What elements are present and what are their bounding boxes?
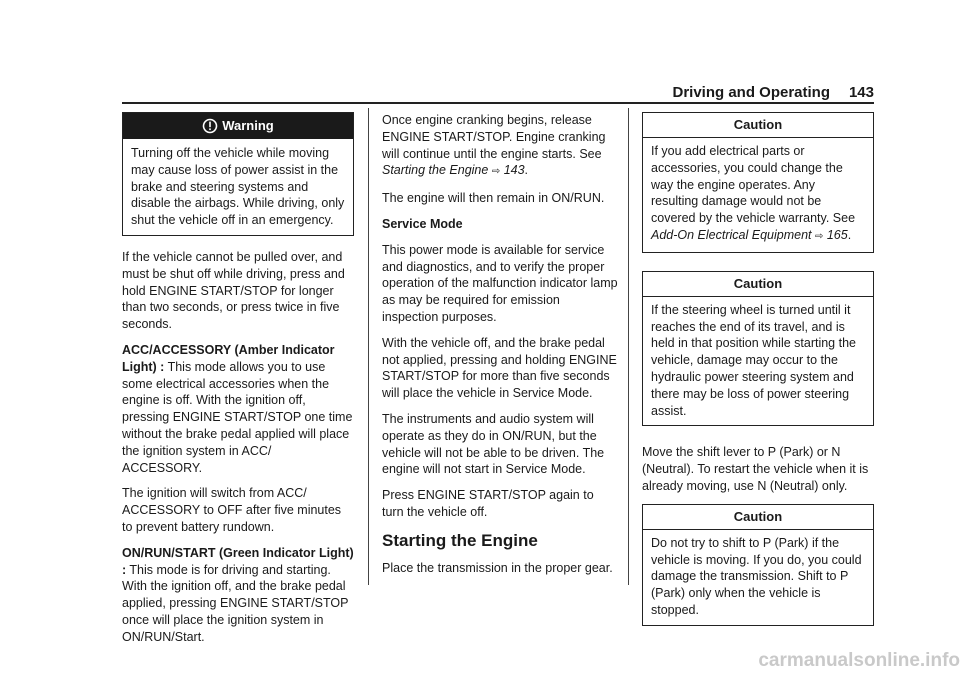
caution-body xyxy=(643,138,873,252)
caution-title: Caution xyxy=(643,113,873,138)
column-divider-right xyxy=(628,108,629,585)
caution-box-2 xyxy=(642,271,874,427)
section-heading: Starting the Engine xyxy=(382,530,538,550)
paragraph-transmission: Place the transmission in the proper gear. xyxy=(382,560,613,575)
page-number: 143 xyxy=(848,84,874,101)
warning-icon xyxy=(202,118,218,134)
starting-engine-link[interactable]: Starting the Engine xyxy=(382,163,489,178)
paragraph-switch: The ignition will switch from ACC/ ACCESSORY to OFF after five minutes to prevent battery rundown. xyxy=(122,486,342,534)
page-ref-arrow-icon: ⇨ xyxy=(491,166,501,178)
paragraph-service: This power mode is available for service and diagnostics, and to verify the proper operation of the malfunction indicator lamp as may be required for emission inspection purposes. xyxy=(382,242,618,324)
page-ref-number[interactable]: 143 xyxy=(503,163,525,178)
caution-end: . xyxy=(847,227,852,242)
caution-body: Do not try to shift to P (Park) if the vehicle is moving. If you do, you could damage the transmission. Shift to P (Park) only when the vehicle is stopped. xyxy=(651,535,862,617)
paragraph-remain: The engine will then remain in ON/RUN. xyxy=(382,191,605,206)
page-ref-number[interactable]: 165 xyxy=(826,227,848,242)
paragraph-instruments: The instruments and audio system will operate as they do in ON/RUN, but the vehicle will not be able to be driven. The engine will not start in Service Mode. xyxy=(382,411,605,477)
paragraph-acc xyxy=(122,342,354,476)
acc-text: This mode allows you to use some electrical accessories when the engine is off. With the ignition off, pressing ENGINE START/STOP one time without the brake pedal applied will place the ignition system in ACC/ ACCESSORY. xyxy=(122,359,353,475)
column-divider-left xyxy=(368,108,369,585)
paragraph-service-enter: With the vehicle off, and the brake pedal not applied, pressing and holding ENGINE START/STOP for more than five seconds will place the vehicle in Service Mode. xyxy=(382,335,617,401)
watermark: carmanualsonline.info xyxy=(758,650,960,671)
paragraph-press-again: Press ENGINE START/STOP again to turn the vehicle off. xyxy=(382,488,594,519)
caution-title: Caution xyxy=(643,505,873,530)
paragraph-run xyxy=(122,545,354,646)
run-text: This mode is for driving and starting. With the ignition off, and the brake pedal applied, pressing ENGINE START/STOP once will place the ignition system in ON/RUN/Start. xyxy=(122,562,349,644)
header-divider xyxy=(122,102,874,104)
add-on-equipment-link[interactable]: Add-On Electrical Equipment xyxy=(651,227,812,242)
cranking-end: . xyxy=(524,163,529,178)
right-column xyxy=(642,112,874,644)
page-ref-arrow-icon: ⇨ xyxy=(814,230,824,242)
acc-term: ACC/ACCESSORY (Amber Indicator Light) : xyxy=(122,342,335,374)
caution-box-1 xyxy=(642,112,874,253)
left-column xyxy=(122,112,354,655)
paragraph-cranking xyxy=(382,112,618,181)
warning-box xyxy=(122,112,354,236)
section-title: Driving and Operating xyxy=(672,84,830,101)
caution-text: If you add electrical parts or accessories, you could change the way the engine operates. Any resulting damage would not be covered by the vehicle warranty. See xyxy=(651,144,856,226)
caution-title: Caution xyxy=(643,272,873,297)
run-term: ON/RUN/START (Green Indicator Light) : xyxy=(122,545,354,577)
middle-column xyxy=(382,112,618,586)
paragraph-pull-over: If the vehicle cannot be pulled over, and must be shut off while driving, press and hold ENGINE START/STOP for longer than two seconds, or press twice in five seconds. xyxy=(122,249,345,332)
caution-body: If the steering wheel is turned until it reaches the end of its travel, and is held in that position while starting the vehicle, damage may occur to the hydraulic power steering system and there may be loss of power steering assist. xyxy=(651,302,856,418)
warning-body: Turning off the vehicle while moving may cause loss of power assist in the brake and steering systems and disable the airbags. While driving, only shut the vehicle off in an emergency. xyxy=(131,146,345,228)
warning-title: Warning xyxy=(222,118,274,133)
service-mode-heading: Service Mode xyxy=(382,216,463,231)
caution-box-3 xyxy=(642,504,874,626)
paragraph-shift: Move the shift lever to P (Park) or N (Neutral). To restart the vehicle when it is already moving, use N (Neutral) only. xyxy=(642,445,869,493)
warning-header xyxy=(123,113,353,139)
cranking-text: Once engine cranking begins, release ENGINE START/STOP. Engine cranking will continue until the engine starts. See xyxy=(382,113,606,161)
